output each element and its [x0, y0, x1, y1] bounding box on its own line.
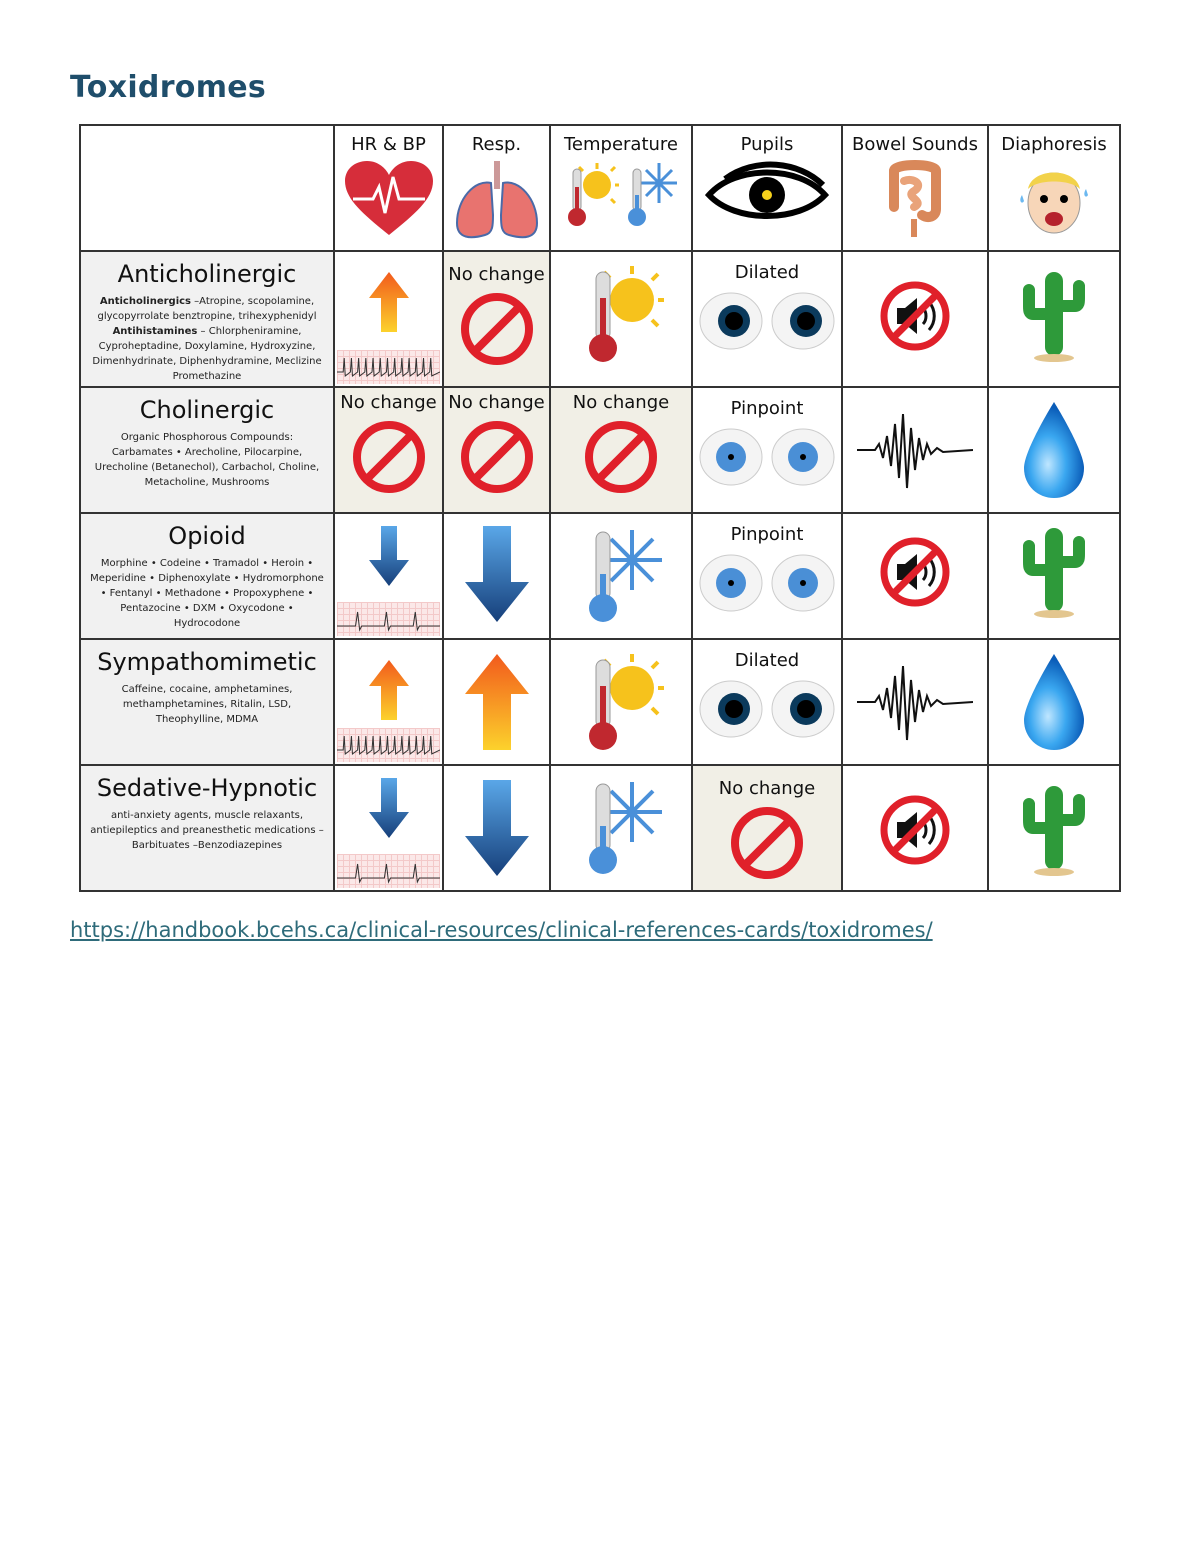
table-row	[80, 387, 1120, 513]
sweating-face-icon	[1014, 159, 1094, 239]
eyeball-icon	[698, 553, 764, 613]
header-label: Bowel Sounds	[852, 134, 978, 155]
ecg-tachycardia-icon	[337, 728, 440, 762]
up-arrow-icon	[369, 272, 409, 332]
header-diaphoresis	[988, 125, 1120, 251]
header-hr-bp	[334, 125, 443, 251]
down-arrow-icon	[369, 526, 409, 586]
no-sign-icon	[583, 419, 659, 495]
down-arrow-icon	[369, 778, 409, 838]
temperature-cell	[550, 765, 692, 891]
ecg-bradycardia-icon	[337, 602, 440, 636]
no-change-label: No change	[448, 264, 545, 285]
agent-category: Anticholinergics	[99, 296, 191, 307]
temperature-cell	[550, 513, 692, 639]
up-arrow-icon	[465, 654, 529, 750]
cactus-icon	[1021, 520, 1087, 620]
header-resp	[443, 125, 550, 251]
down-arrow-icon	[465, 780, 529, 876]
temperature-cell	[550, 639, 692, 765]
no-change-label: No change	[448, 392, 545, 413]
bowel-sounds-cell	[842, 251, 988, 387]
diaphoresis-cell	[988, 251, 1120, 387]
pupils-cell	[692, 765, 842, 891]
muted-speaker-icon	[879, 794, 951, 866]
source-link[interactable]: https://handbook.bcehs.ca/clinical-resources/clinical-references-cards/toxidromes/	[70, 918, 933, 942]
agent-category: Antihistamines	[112, 326, 198, 337]
header-bowel-sounds	[842, 125, 988, 251]
toxidrome-name-cell	[80, 387, 334, 513]
header-pupils	[692, 125, 842, 251]
eyeball-icon	[698, 291, 764, 351]
resp-cell	[443, 387, 550, 513]
thermometer-snow-icon	[576, 522, 666, 626]
header-label: Resp.	[471, 134, 522, 155]
thermometer-snow-icon	[621, 159, 681, 229]
toxidrome-name: Sedative-Hypnotic	[96, 774, 318, 802]
pupils-cell	[692, 387, 842, 513]
no-change-label: No change	[718, 778, 816, 799]
table-row	[80, 513, 1120, 639]
toxidrome-agents: Organic Phosphorous Compounds: Carbamates • Arecholine, Pilocarpine, Urecholine (Betanechol), Carbachol, Choline, Metacholine, Mushrooms	[94, 432, 320, 488]
intestine-icon	[884, 159, 946, 239]
thermometer-sun-icon	[576, 262, 666, 366]
resp-cell	[443, 251, 550, 387]
resp-cell	[443, 765, 550, 891]
pupils-cell	[692, 639, 842, 765]
toxidrome-name: Sympathomimetic	[97, 648, 317, 676]
header-label: Temperature	[563, 134, 679, 155]
toxidrome-name: Cholinergic	[139, 396, 275, 424]
agent-list: – Chlorpheniramine, Cyproheptadine, Doxylamine, Hydroxyzine, Dimenhydrinate, Diphenhydramine, Meclizine Promethazine	[92, 326, 322, 382]
header-temperature	[550, 125, 692, 251]
hr-bp-cell	[334, 765, 443, 891]
table-row	[80, 765, 1120, 891]
eyeball-icon	[698, 427, 764, 487]
eyeball-icon	[770, 291, 836, 351]
header-label: Pupils	[740, 134, 794, 155]
ecg-strip-slow	[337, 602, 440, 636]
toxidrome-name-cell	[80, 639, 334, 765]
thermometer-sun-icon	[561, 159, 621, 229]
resp-cell	[443, 513, 550, 639]
agent-list: –Atropine, scopolamine, glycopyrrolate benztropine, trihexyphenidyl	[97, 296, 317, 322]
resp-cell	[443, 639, 550, 765]
toxidromes-table	[79, 124, 1121, 892]
toxidrome-agents: Morphine • Codeine • Tramadol • Heroin • Meperidine • Diphenoxylate • Hydromorphone • Fentanyl • Methadone • Propoxyphene • Pentazocine • DXM • Oxycodone • Hydrocodone	[90, 558, 324, 629]
toxidrome-name: Opioid	[168, 522, 246, 550]
diaphoresis-cell	[988, 765, 1120, 891]
ecg-bradycardia-icon	[337, 854, 440, 888]
down-arrow-icon	[465, 526, 529, 622]
lungs-icon	[451, 159, 543, 243]
eye-icon	[705, 159, 829, 229]
eyeball-icon	[770, 679, 836, 739]
cactus-icon	[1021, 264, 1087, 364]
ecg-strip-slow	[337, 854, 440, 888]
toxidrome-name-cell	[80, 251, 334, 387]
sound-wave-icon	[857, 408, 973, 492]
water-drop-icon	[1022, 652, 1086, 752]
header-empty-cell	[80, 125, 334, 251]
toxidrome-agents: Caffeine, cocaine, amphetamines, methamphetamines, Ritalin, LSD, Theophylline, MDMA	[121, 684, 293, 725]
ecg-strip-fast	[337, 728, 440, 762]
toxidrome-name: Anticholinergic	[117, 260, 297, 288]
table-row	[80, 251, 1120, 387]
toxidrome-agents	[89, 294, 325, 384]
bowel-sounds-cell	[842, 639, 988, 765]
water-drop-icon	[1022, 400, 1086, 500]
bowel-sounds-cell	[842, 765, 988, 891]
pupils-label: Dilated	[734, 650, 800, 671]
hr-bp-cell	[334, 251, 443, 387]
table-row	[80, 639, 1120, 765]
thermometer-sun-icon	[576, 650, 666, 754]
header-label: HR & BP	[351, 134, 426, 155]
hr-bp-cell	[334, 513, 443, 639]
no-sign-icon	[459, 291, 535, 367]
eyeball-icon	[698, 679, 764, 739]
cactus-icon	[1021, 778, 1087, 878]
temperature-cell	[550, 251, 692, 387]
toxidrome-name-cell	[80, 765, 334, 891]
pupils-label: Pinpoint	[730, 398, 804, 419]
eyeball-icon	[770, 553, 836, 613]
pupils-label: Dilated	[734, 262, 800, 283]
eyeball-icon	[770, 427, 836, 487]
ecg-strip-fast	[337, 350, 440, 384]
muted-speaker-icon	[879, 280, 951, 352]
pupils-label: Pinpoint	[730, 524, 804, 545]
table-header-row	[80, 125, 1120, 251]
page-title: Toxidromes	[70, 70, 267, 105]
hr-bp-cell	[334, 639, 443, 765]
pupils-cell	[692, 251, 842, 387]
pupils-cell	[692, 513, 842, 639]
no-sign-icon	[351, 419, 427, 495]
diaphoresis-cell	[988, 513, 1120, 639]
hr-bp-cell	[334, 387, 443, 513]
temperature-cell	[550, 387, 692, 513]
diaphoresis-cell	[988, 639, 1120, 765]
diaphoresis-cell	[988, 387, 1120, 513]
no-sign-icon	[459, 419, 535, 495]
no-change-label: No change	[572, 392, 670, 413]
no-change-label: No change	[340, 392, 437, 413]
up-arrow-icon	[369, 660, 409, 720]
heart-icon	[343, 159, 435, 237]
sound-wave-icon	[857, 660, 973, 744]
muted-speaker-icon	[879, 536, 951, 608]
toxidrome-name-cell	[80, 513, 334, 639]
bowel-sounds-cell	[842, 387, 988, 513]
ecg-tachycardia-icon	[337, 350, 440, 384]
no-sign-icon	[729, 805, 805, 881]
bowel-sounds-cell	[842, 513, 988, 639]
header-label: Diaphoresis	[1001, 134, 1107, 155]
thermometer-snow-icon	[576, 774, 666, 878]
toxidrome-agents: anti-anxiety agents, muscle relaxants, antiepileptics and preanesthetic medications –Barbituates –Benzodiazepines	[90, 810, 324, 851]
